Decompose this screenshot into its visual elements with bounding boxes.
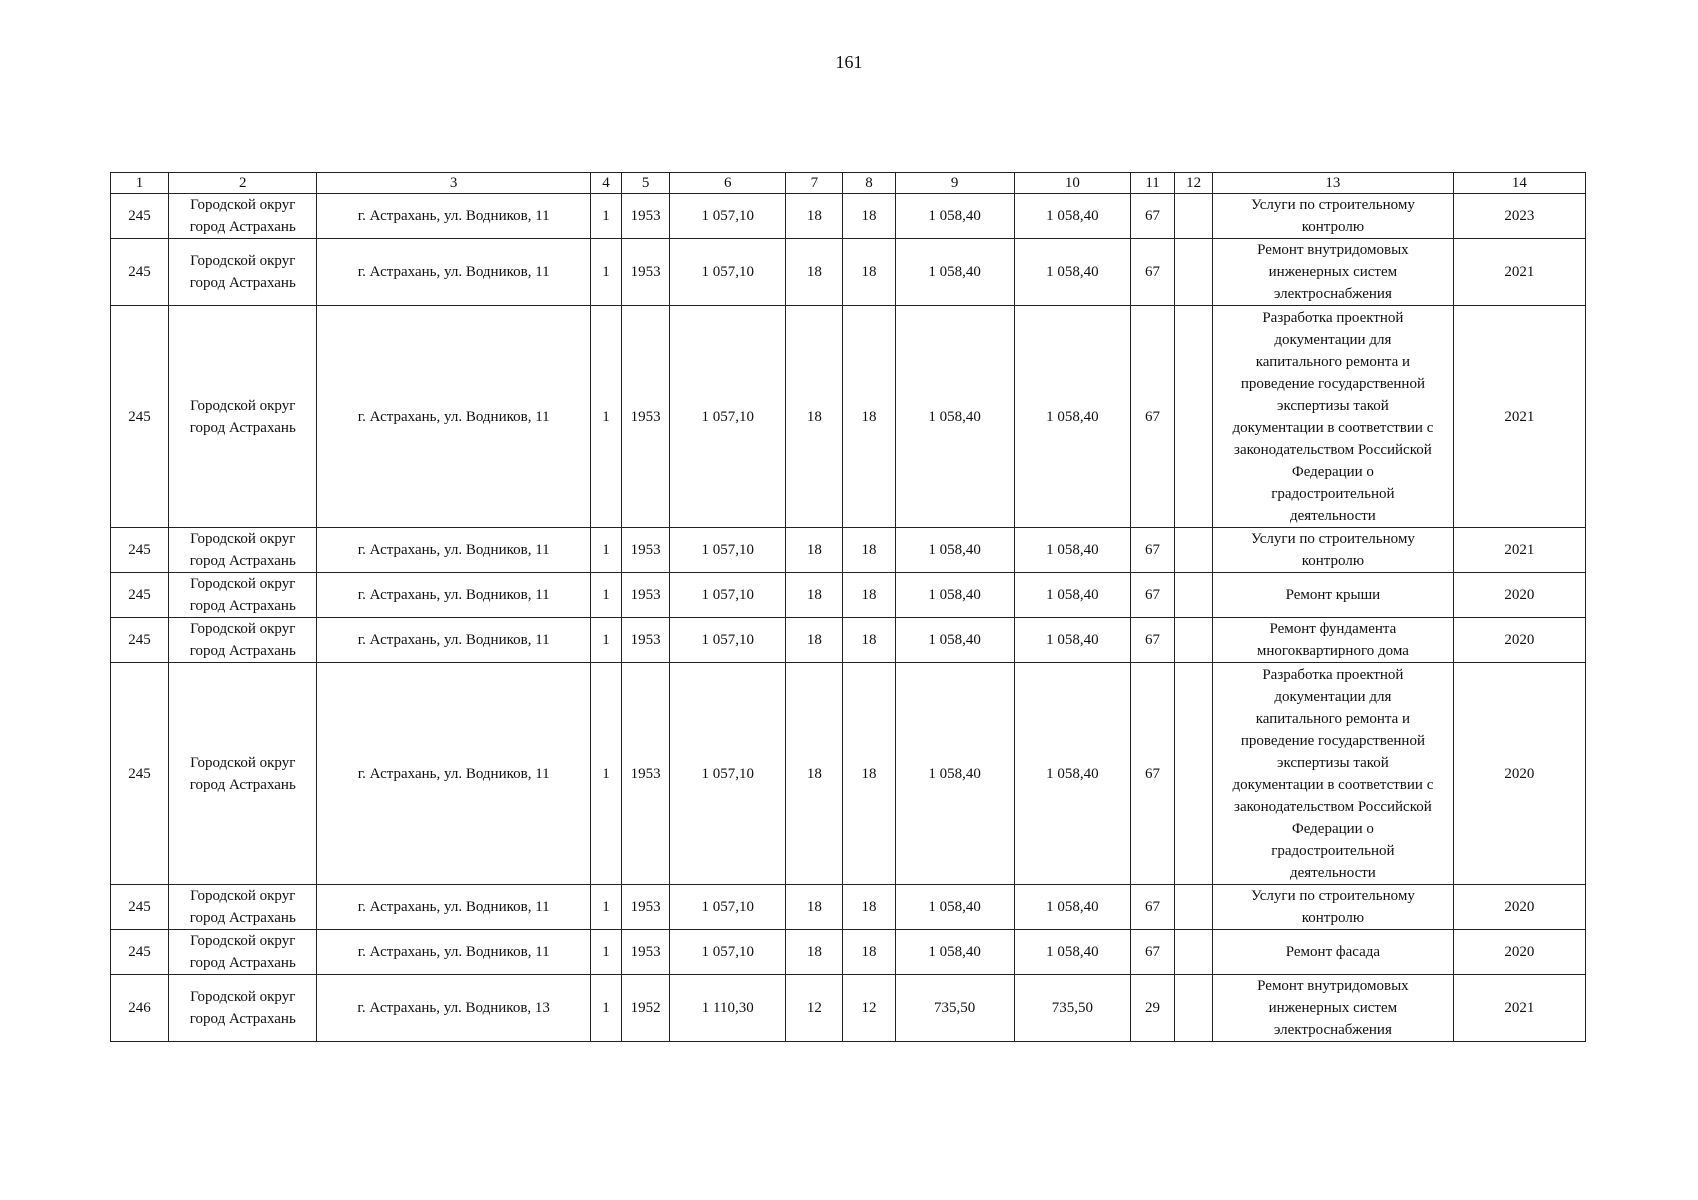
cell-col-4: 1 (590, 663, 621, 885)
cell-col-10: 735,50 (1014, 975, 1130, 1042)
year-built: 1952 (622, 975, 670, 1042)
plan-year: 2021 (1453, 239, 1585, 306)
cell-col-11: 67 (1131, 885, 1175, 930)
work-type: Ремонт фасада (1213, 930, 1453, 975)
cell-col-11: 67 (1131, 930, 1175, 975)
cell-col-4: 1 (590, 573, 621, 618)
page-number: 161 (835, 52, 863, 72)
cell-col-10: 1 058,40 (1014, 194, 1130, 239)
year-built: 1953 (622, 194, 670, 239)
row-number: 245 (111, 885, 169, 930)
cell-col-8: 18 (843, 930, 895, 975)
area: 1 057,10 (670, 930, 786, 975)
cell-col-7: 12 (786, 975, 843, 1042)
table-row (111, 663, 1586, 885)
cell-col-8: 12 (843, 975, 895, 1042)
work-type: Услуги по строительному контролю (1213, 194, 1453, 239)
cell-col-12 (1175, 885, 1213, 930)
year-built: 1953 (622, 239, 670, 306)
plan-year: 2020 (1453, 573, 1585, 618)
column-header: 2 (169, 173, 317, 194)
cell-col-11: 67 (1131, 306, 1175, 528)
cell-col-10: 1 058,40 (1014, 573, 1130, 618)
address: г. Астрахань, ул. Водников, 11 (317, 663, 591, 885)
cell-col-7: 18 (786, 573, 843, 618)
cell-col-12 (1175, 573, 1213, 618)
column-header: 1 (111, 173, 169, 194)
table-row (111, 975, 1586, 1042)
address: г. Астрахань, ул. Водников, 11 (317, 194, 591, 239)
column-header: 3 (317, 173, 591, 194)
cell-col-9: 1 058,40 (895, 194, 1014, 239)
address: г. Астрахань, ул. Водников, 11 (317, 885, 591, 930)
column-header: 11 (1131, 173, 1175, 194)
cell-col-12 (1175, 975, 1213, 1042)
cell-col-10: 1 058,40 (1014, 618, 1130, 663)
cell-col-11: 67 (1131, 573, 1175, 618)
year-built: 1953 (622, 528, 670, 573)
municipality: Городской округ город Астрахань (169, 930, 317, 975)
cell-col-4: 1 (590, 528, 621, 573)
municipality: Городской округ город Астрахань (169, 885, 317, 930)
column-header: 6 (670, 173, 786, 194)
row-number: 245 (111, 930, 169, 975)
year-built: 1953 (622, 306, 670, 528)
row-number: 245 (111, 663, 169, 885)
cell-col-9: 735,50 (895, 975, 1014, 1042)
cell-col-11: 67 (1131, 663, 1175, 885)
year-built: 1953 (622, 573, 670, 618)
cell-col-9: 1 058,40 (895, 663, 1014, 885)
register-table (110, 172, 1586, 1042)
cell-col-11: 67 (1131, 194, 1175, 239)
area: 1 057,10 (670, 618, 786, 663)
work-type: Услуги по строительному контролю (1213, 528, 1453, 573)
area: 1 110,30 (670, 975, 786, 1042)
plan-year: 2021 (1453, 306, 1585, 528)
cell-col-10: 1 058,40 (1014, 930, 1130, 975)
municipality: Городской округ город Астрахань (169, 306, 317, 528)
cell-col-7: 18 (786, 194, 843, 239)
plan-year: 2020 (1453, 618, 1585, 663)
cell-col-7: 18 (786, 618, 843, 663)
cell-col-12 (1175, 306, 1213, 528)
cell-col-8: 18 (843, 306, 895, 528)
area: 1 057,10 (670, 885, 786, 930)
cell-col-9: 1 058,40 (895, 528, 1014, 573)
address: г. Астрахань, ул. Водников, 13 (317, 975, 591, 1042)
work-type: Ремонт фундамента многоквартирного дома (1213, 618, 1453, 663)
cell-col-7: 18 (786, 663, 843, 885)
cell-col-4: 1 (590, 618, 621, 663)
column-header: 13 (1213, 173, 1453, 194)
cell-col-7: 18 (786, 306, 843, 528)
cell-col-11: 67 (1131, 618, 1175, 663)
cell-col-8: 18 (843, 885, 895, 930)
address: г. Астрахань, ул. Водников, 11 (317, 618, 591, 663)
row-number: 245 (111, 573, 169, 618)
column-header: 14 (1453, 173, 1585, 194)
table-row (111, 528, 1586, 573)
municipality: Городской округ город Астрахань (169, 573, 317, 618)
municipality: Городской округ город Астрахань (169, 239, 317, 306)
plan-year: 2021 (1453, 528, 1585, 573)
year-built: 1953 (622, 663, 670, 885)
cell-col-4: 1 (590, 930, 621, 975)
area: 1 057,10 (670, 194, 786, 239)
address: г. Астрахань, ул. Водников, 11 (317, 573, 591, 618)
address: г. Астрахань, ул. Водников, 11 (317, 306, 591, 528)
cell-col-11: 67 (1131, 528, 1175, 573)
plan-year: 2023 (1453, 194, 1585, 239)
cell-col-9: 1 058,40 (895, 618, 1014, 663)
cell-col-9: 1 058,40 (895, 573, 1014, 618)
work-type: Услуги по строительному контролю (1213, 885, 1453, 930)
address: г. Астрахань, ул. Водников, 11 (317, 239, 591, 306)
cell-col-4: 1 (590, 239, 621, 306)
work-type: Разработка проектной документации для капитального ремонта и проведение государственной экспертизы такой документации в соответствии с законодательством Российской Федерации о градостроительной деятельности (1213, 306, 1453, 528)
cell-col-7: 18 (786, 239, 843, 306)
municipality: Городской округ город Астрахань (169, 975, 317, 1042)
cell-col-11: 29 (1131, 975, 1175, 1042)
table-row (111, 239, 1586, 306)
cell-col-9: 1 058,40 (895, 930, 1014, 975)
work-type: Разработка проектной документации для капитального ремонта и проведение государственной экспертизы такой документации в соответствии с законодательством Российской Федерации о градостроительной деятельности (1213, 663, 1453, 885)
area: 1 057,10 (670, 573, 786, 618)
cell-col-8: 18 (843, 573, 895, 618)
cell-col-10: 1 058,40 (1014, 663, 1130, 885)
cell-col-7: 18 (786, 885, 843, 930)
cell-col-12 (1175, 239, 1213, 306)
plan-year: 2021 (1453, 975, 1585, 1042)
work-type: Ремонт внутридомовых инженерных систем электроснабжения (1213, 239, 1453, 306)
row-number: 245 (111, 306, 169, 528)
area: 1 057,10 (670, 239, 786, 306)
cell-col-10: 1 058,40 (1014, 885, 1130, 930)
cell-col-10: 1 058,40 (1014, 528, 1130, 573)
address: г. Астрахань, ул. Водников, 11 (317, 930, 591, 975)
column-header: 8 (843, 173, 895, 194)
column-header: 9 (895, 173, 1014, 194)
cell-col-12 (1175, 663, 1213, 885)
cell-col-4: 1 (590, 975, 621, 1042)
column-header: 7 (786, 173, 843, 194)
cell-col-12 (1175, 930, 1213, 975)
row-number: 245 (111, 194, 169, 239)
cell-col-4: 1 (590, 306, 621, 528)
table-row (111, 618, 1586, 663)
area: 1 057,10 (670, 306, 786, 528)
cell-col-9: 1 058,40 (895, 239, 1014, 306)
cell-col-9: 1 058,40 (895, 885, 1014, 930)
cell-col-7: 18 (786, 930, 843, 975)
municipality: Городской округ город Астрахань (169, 663, 317, 885)
table-row (111, 194, 1586, 239)
cell-col-10: 1 058,40 (1014, 306, 1130, 528)
work-type: Ремонт внутридомовых инженерных систем электроснабжения (1213, 975, 1453, 1042)
municipality: Городской округ город Астрахань (169, 528, 317, 573)
plan-year: 2020 (1453, 885, 1585, 930)
cell-col-4: 1 (590, 194, 621, 239)
cell-col-8: 18 (843, 528, 895, 573)
column-header: 5 (622, 173, 670, 194)
cell-col-9: 1 058,40 (895, 306, 1014, 528)
plan-year: 2020 (1453, 663, 1585, 885)
cell-col-8: 18 (843, 239, 895, 306)
column-header: 4 (590, 173, 621, 194)
address: г. Астрахань, ул. Водников, 11 (317, 528, 591, 573)
year-built: 1953 (622, 930, 670, 975)
table-row (111, 930, 1586, 975)
row-number: 245 (111, 239, 169, 306)
plan-year: 2020 (1453, 930, 1585, 975)
cell-col-8: 18 (843, 618, 895, 663)
cell-col-4: 1 (590, 885, 621, 930)
header-row (111, 173, 1586, 194)
work-type: Ремонт крыши (1213, 573, 1453, 618)
cell-col-12 (1175, 194, 1213, 239)
row-number: 245 (111, 618, 169, 663)
table-row (111, 573, 1586, 618)
cell-col-11: 67 (1131, 239, 1175, 306)
column-header: 10 (1014, 173, 1130, 194)
cell-col-12 (1175, 618, 1213, 663)
municipality: Городской округ город Астрахань (169, 194, 317, 239)
row-number: 246 (111, 975, 169, 1042)
area: 1 057,10 (670, 528, 786, 573)
cell-col-8: 18 (843, 663, 895, 885)
year-built: 1953 (622, 618, 670, 663)
year-built: 1953 (622, 885, 670, 930)
table-row (111, 306, 1586, 528)
cell-col-12 (1175, 528, 1213, 573)
column-header: 12 (1175, 173, 1213, 194)
cell-col-8: 18 (843, 194, 895, 239)
cell-col-10: 1 058,40 (1014, 239, 1130, 306)
table-row (111, 885, 1586, 930)
row-number: 245 (111, 528, 169, 573)
municipality: Городской округ город Астрахань (169, 618, 317, 663)
cell-col-7: 18 (786, 528, 843, 573)
area: 1 057,10 (670, 663, 786, 885)
